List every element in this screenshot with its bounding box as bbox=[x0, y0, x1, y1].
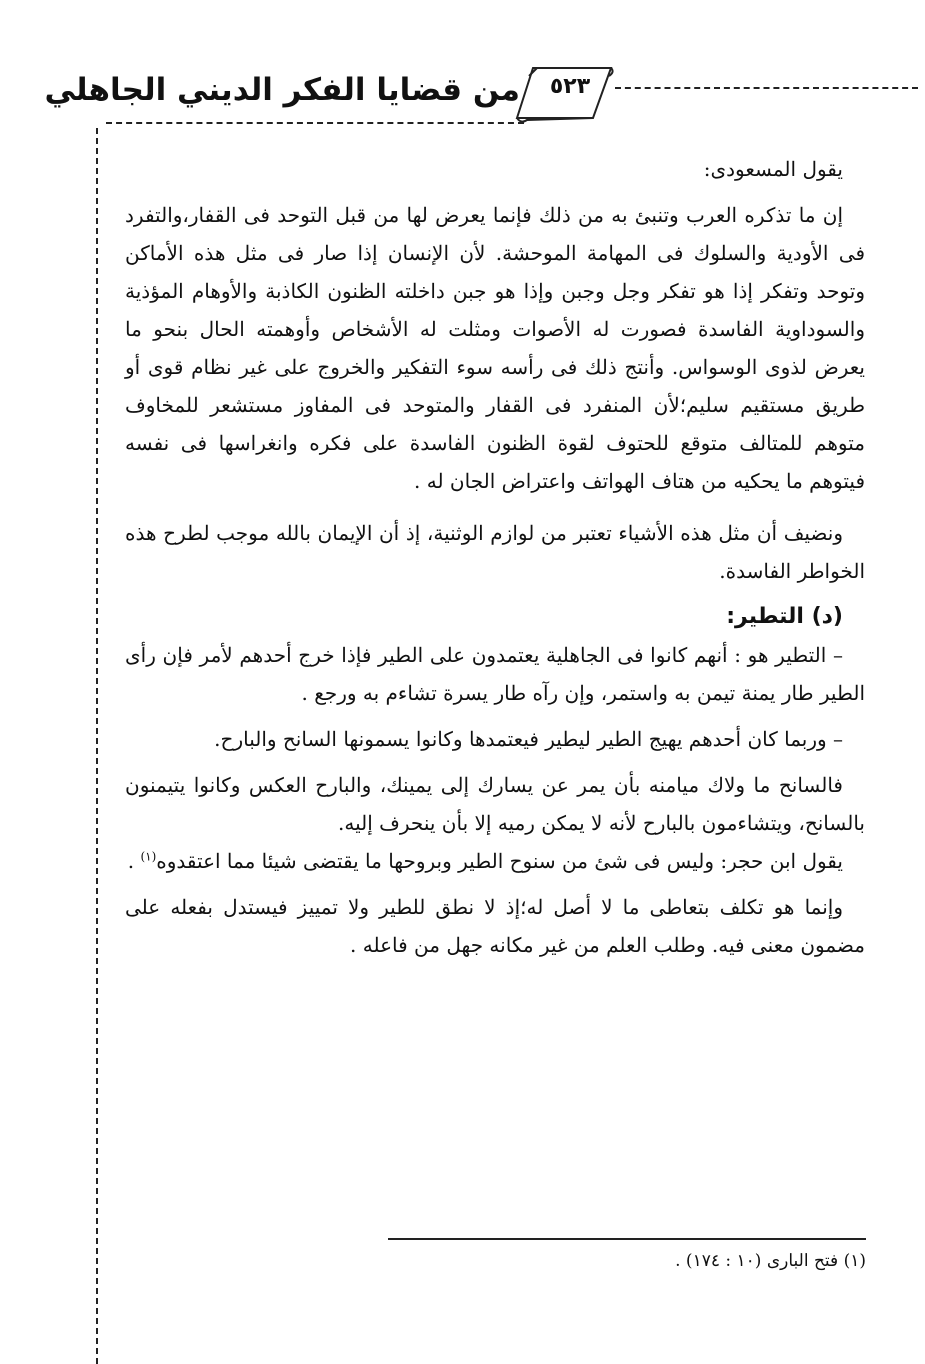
paragraph-sanih-barih: – وربما كان أحدهم يهيج الطير ليطير فيعتمدها وكانوا يسمونها السانح والبارح. bbox=[214, 727, 843, 751]
paragraph-masudi-intro: يقول المسعودى: bbox=[703, 157, 843, 181]
frame-top-dashed-line bbox=[106, 122, 524, 124]
page-number: ٥٢٣ bbox=[549, 74, 591, 99]
paragraph-ibn-hajar bbox=[125, 842, 865, 880]
ibn-hajar-quote: يقول ابن حجر: وليس فى شئ من سنوح الطير وبروحها ما يقتضى شيئا مما اعتقدوه bbox=[156, 849, 843, 873]
paragraph-definition: – التطير هو : أنهم كانوا فى الجاهلية يعتمدون على الطير فإذا خرج أحدهم لأمر فإن رأى الطير طار يمنة تيمن به واستمر، وإن رآه طار يسرة تشاءم به ورجع . bbox=[125, 643, 865, 705]
paragraph-conclusion: وإنما هو تكلف بتعاطى ما لا أصل له؛إذ لا نطق للطير ولا تمييز فيستدل بفعله على مضمون معنى فيه. وطلب العلم من غير مكانه جهل من فاعله . bbox=[125, 895, 865, 957]
paragraph-sanih-explained: فالسانح ما ولاك ميامنه بأن يمر عن يسارك إلى يمينك، والبارح العكس وكانوا يتيمنون بالسانح، ويتشاءمون بالبارح لأنه لا يمكن رميه إلا بأن ينحرف إليه. bbox=[125, 773, 865, 835]
footnote-1: (١) فتح البارى (١٠ : ١٧٤) . bbox=[675, 1251, 866, 1271]
paragraph-masudi-quote: إن ما تذكره العرب وتنبئ به من ذلك فإنما يعرض لها من قبل التوحد فى القفار،والتفرد فى الأودية والسلوك فى المهامة الموحشة. لأن الإنسان إذا صار فى مثل هذه الأماكن وتوحد وتفكر إذا هو تفكر وجل وجبن وإذا هو جبن داخلته الظنون الكاذبة والأوهام المؤذية والسوداوية الفاسدة فصورت له الأصوات ومثلت له الأشخاص وأوهمته الحال بنحو ما يعرض لذوى الوسواس. وأنتج ذلك فى رأسه سوء التفكير والخروج على غير نظام قوى أو طريق مستقيم سليم؛لأن المنفرد فى القفار والمتوحد فى المفاوز مستشعر للمخاوف متوهم للمتالف متوقع للحتوف لقوة الظنون الفاسدة على فكره وانغراسها فى نفسه فيتوهم ما يحكيه من هتاف الهواتف واعتراض الجان له . bbox=[125, 203, 865, 493]
header-dashed-line bbox=[615, 87, 918, 89]
paragraph-addition: ونضيف أن مثل هذه الأشياء تعتبر من لوازم الوثنية، إذ أن الإيمان بالله موجب لطرح هذه الخواطر الفاسدة. bbox=[125, 521, 865, 583]
running-header-title: من قضايا الفكر الديني الجاهلي bbox=[44, 72, 520, 108]
main-text bbox=[125, 150, 865, 964]
frame-left-dashed-line bbox=[96, 128, 98, 1364]
section-heading-tatayyur: (د) التطير: bbox=[726, 604, 843, 629]
ibn-hajar-quote-end: . bbox=[127, 849, 141, 873]
footnote-separator bbox=[388, 1238, 866, 1240]
footnote-reference: (١) bbox=[140, 849, 157, 864]
